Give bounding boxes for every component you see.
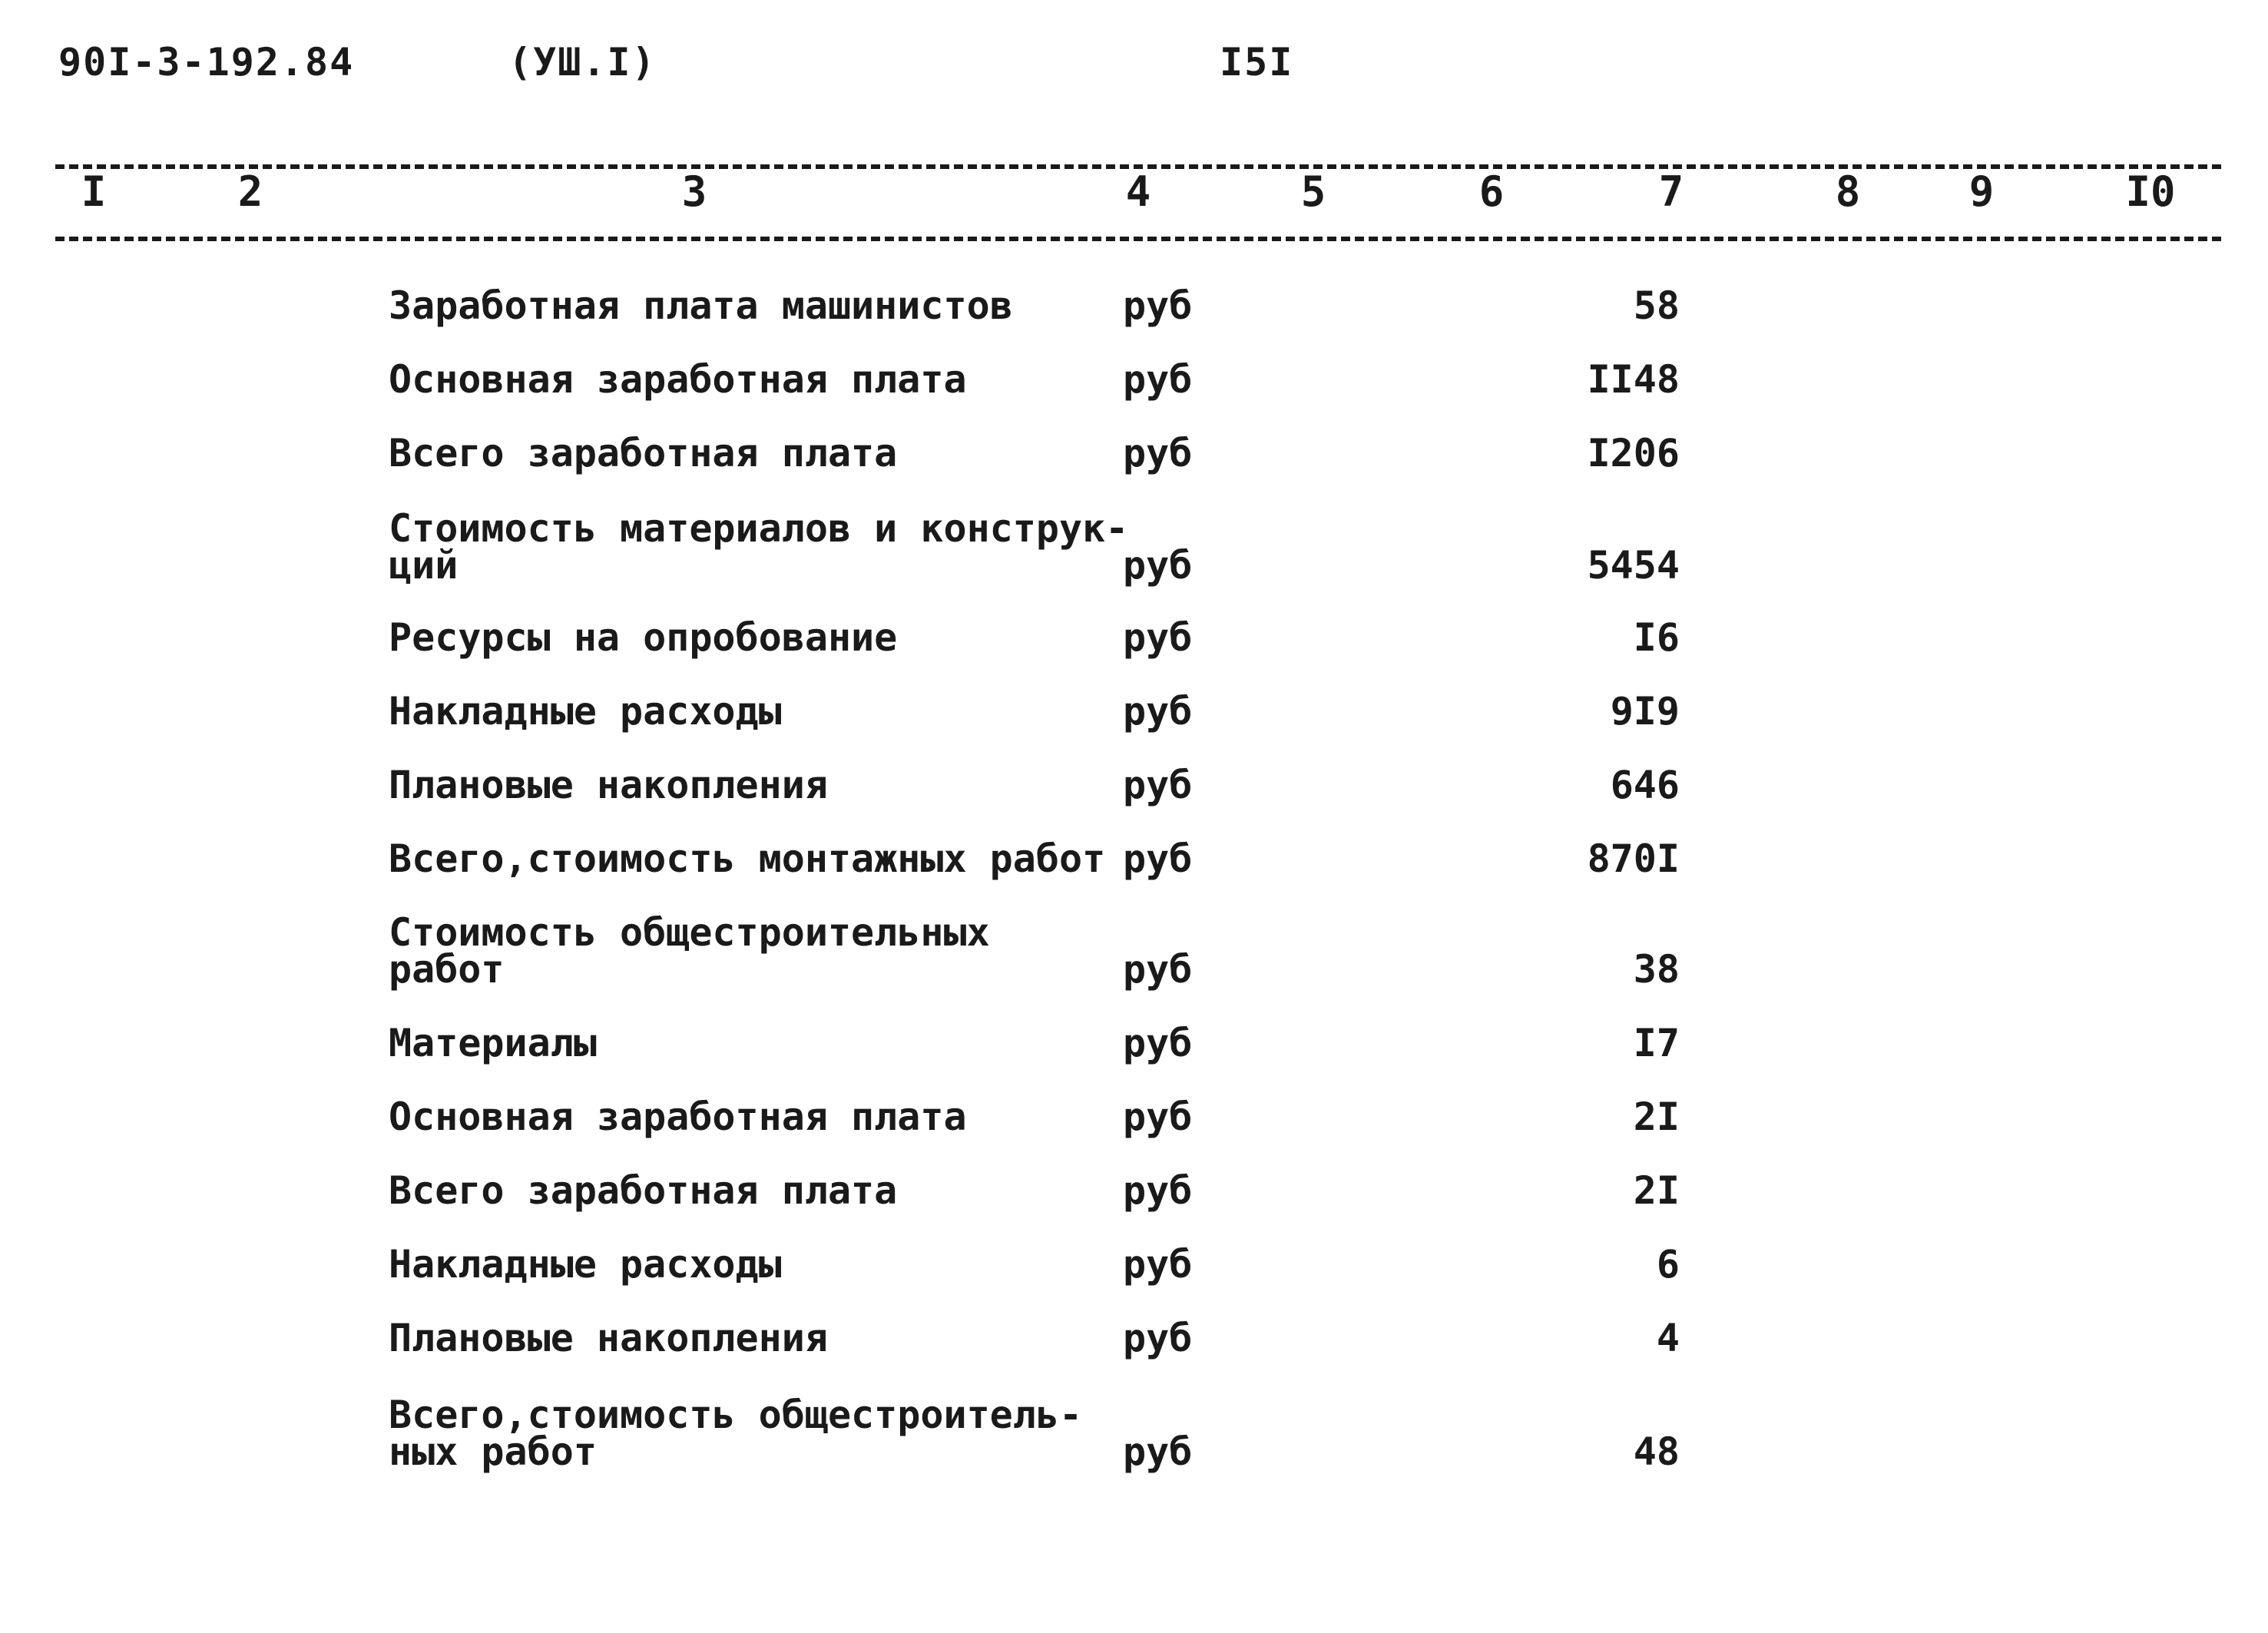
row-value: 6	[1656, 1242, 1680, 1287]
row-value: 48	[1633, 1429, 1680, 1474]
row-description: Всего,стоимость монтажных работ	[389, 836, 1106, 881]
row-unit: руб	[1123, 357, 1193, 402]
table-row	[0, 283, 2268, 328]
row-value: 2I	[1633, 1095, 1680, 1139]
row-unit: руб	[1123, 1021, 1193, 1065]
row-description: Стоимость общестроительных работ	[389, 910, 990, 992]
row-value: 4	[1656, 1316, 1680, 1360]
column-number-2: 2	[237, 167, 263, 216]
table-row	[0, 689, 2268, 734]
row-unit: руб	[1123, 283, 1193, 328]
row-value: 646	[1610, 763, 1680, 807]
row-unit: руб	[1123, 543, 1193, 588]
column-number-9: 9	[1968, 167, 1995, 216]
row-value: I7	[1633, 1021, 1680, 1065]
row-value: 2I	[1633, 1168, 1680, 1213]
table-row	[0, 1316, 2268, 1360]
column-number-3: 3	[681, 167, 707, 216]
row-description: Всего заработная плата	[389, 1168, 898, 1213]
row-value: I206	[1587, 431, 1680, 475]
row-description: Плановые накопления	[389, 1316, 828, 1360]
row-value: 870I	[1587, 836, 1680, 881]
document-code: 90I-3-192.84	[58, 40, 355, 84]
table-row	[0, 910, 2268, 992]
row-value: I6	[1633, 615, 1680, 660]
table-row	[0, 1242, 2268, 1287]
row-description: Стоимость материалов и конструк- ций	[389, 506, 1129, 588]
table-row	[0, 506, 2268, 588]
table-row	[0, 763, 2268, 807]
row-unit: руб	[1123, 615, 1193, 660]
row-unit: руб	[1123, 1095, 1193, 1139]
row-description: Заработная плата машинистов	[389, 283, 1013, 328]
table-row	[0, 1021, 2268, 1065]
row-description: Материалы	[389, 1021, 597, 1065]
page-number: I5I	[1220, 40, 1294, 84]
table-row	[0, 1168, 2268, 1213]
row-description: Основная заработная плата	[389, 357, 967, 402]
row-value: 5454	[1587, 543, 1680, 588]
row-description: Накладные расходы	[389, 1242, 782, 1287]
table-row	[0, 615, 2268, 660]
column-number-4: 4	[1125, 167, 1151, 216]
row-unit: руб	[1123, 689, 1193, 734]
row-value: II48	[1587, 357, 1680, 402]
column-number-1: I	[81, 167, 107, 216]
row-value: 58	[1633, 283, 1680, 328]
column-number-5: 5	[1300, 167, 1326, 216]
table-row	[0, 836, 2268, 881]
row-value: 9I9	[1610, 689, 1680, 734]
table-row	[0, 1393, 2268, 1474]
table-row	[0, 357, 2268, 402]
row-description: Всего заработная плата	[389, 431, 898, 475]
table-row	[0, 431, 2268, 475]
row-description: Основная заработная плата	[389, 1095, 967, 1139]
row-unit: руб	[1123, 1242, 1193, 1287]
row-description: Всего,стоимость общестроитель- ных работ	[389, 1393, 1083, 1474]
column-number-6: 6	[1478, 167, 1505, 216]
column-number-10: I0	[2125, 167, 2176, 216]
row-description: Ресурсы на опробование	[389, 615, 898, 660]
row-unit: руб	[1123, 1168, 1193, 1213]
row-value: 38	[1633, 947, 1680, 992]
table-row	[0, 1095, 2268, 1139]
row-unit: руб	[1123, 763, 1193, 807]
header-divider-bottom	[55, 237, 2221, 241]
column-number-8: 8	[1835, 167, 1861, 216]
row-unit: руб	[1123, 836, 1193, 881]
row-description: Накладные расходы	[389, 689, 782, 734]
column-number-7: 7	[1658, 167, 1684, 216]
section-label: (УШ.I)	[508, 40, 657, 84]
row-unit: руб	[1123, 1429, 1193, 1474]
row-unit: руб	[1123, 947, 1193, 992]
row-unit: руб	[1123, 1316, 1193, 1360]
row-unit: руб	[1123, 431, 1193, 475]
row-description: Плановые накопления	[389, 763, 828, 807]
